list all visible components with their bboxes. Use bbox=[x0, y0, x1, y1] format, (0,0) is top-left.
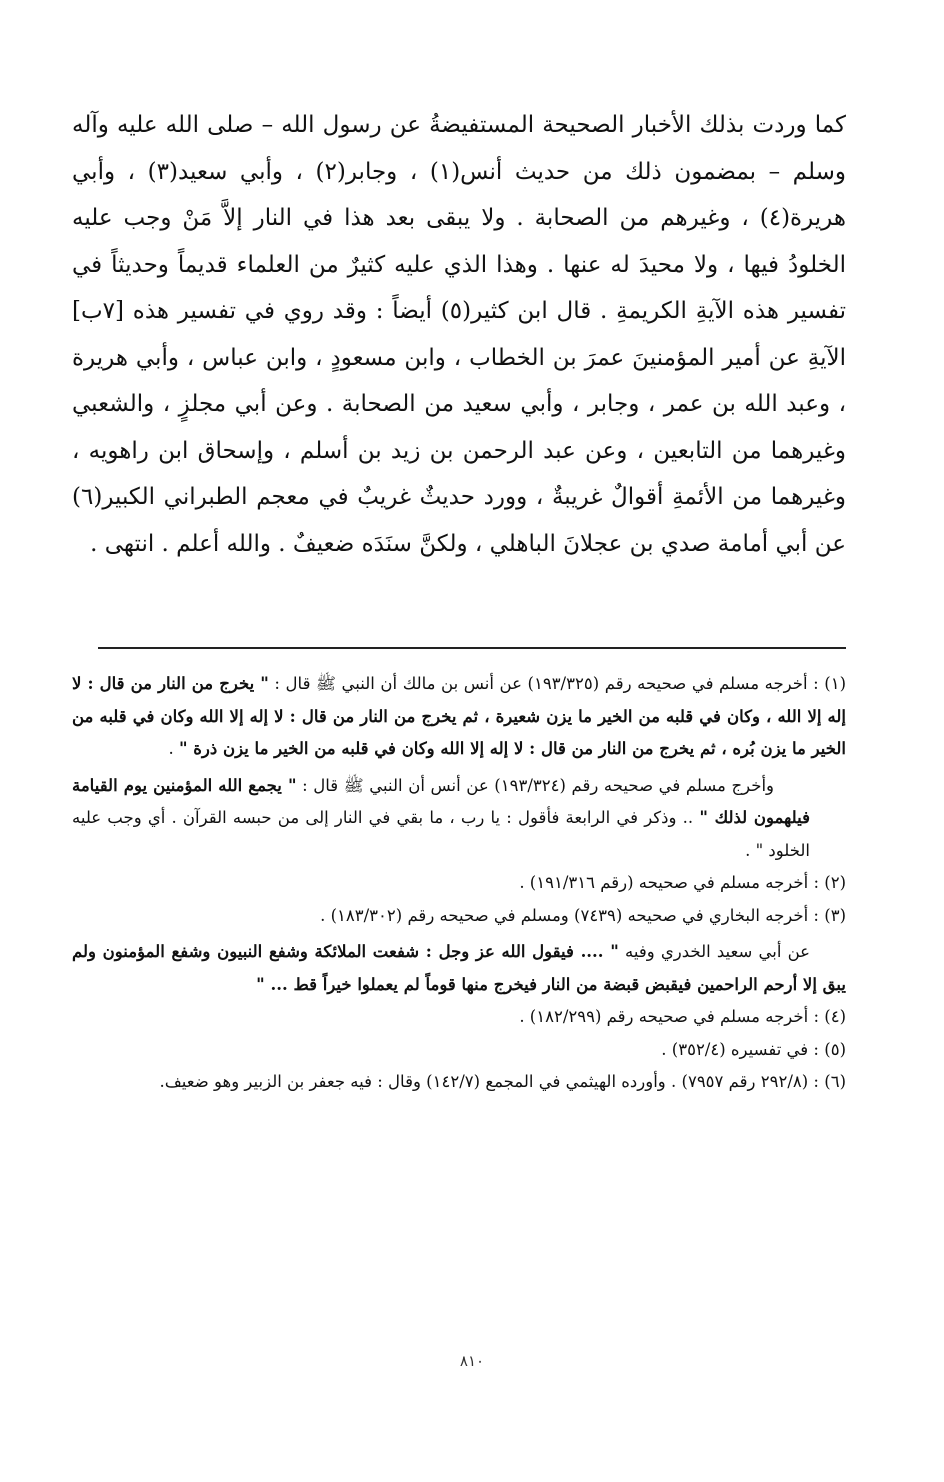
footnote-1-second-end: .. وذكر في الرابعة فأقول : يا رب ، ما بقي في النار إلى من حبسه القرآن . أي وجب عليه الخلود " . bbox=[72, 808, 810, 860]
footnote-1-end: . bbox=[168, 739, 179, 758]
footnote-1-hadith: " يخرج من النار من قال : لا إله إلا الله ، وكان في قلبه من الخير ما يزن شعيرة ، ثم يخرج من النار من قال : لا إله إلا الله وكان في قلبه من الخير ما يزن بُره ، ثم يخرج من النار من قال : لا إله إلا الله وكان في قلبه من الخير ما يزن ذرة " bbox=[72, 674, 846, 758]
footnote-6: (٦) : (٢٩٢/٨ رقم ٧٩٥٧) . وأورده الهيثمي في المجمع (١٤٢/٧) وقال : فيه جعفر بن الزبير وهو ضعيف. bbox=[159, 1072, 846, 1091]
footnote-3-hadith: " .... فيقول الله عز وجل : شفعت الملائكة وشفع النبيون وشفع المؤمنون ولم يبق إلا أرحم الراحمين فيقبض قبضة من النار فيخرج منها قوماً لم يعملوا خيراً قط ... " bbox=[72, 942, 846, 994]
footnote-separator bbox=[98, 647, 846, 649]
footnote-3-ref: عن أبي سعيد الخدري وفيه bbox=[618, 942, 810, 961]
footnote-1-second-ref: وأخرج مسلم في صحيحه رقم (١٩٣/٣٢٤) عن أنس أن النبي ﷺ قال : bbox=[296, 775, 774, 795]
footnote-1-intro: (١) : bbox=[813, 674, 847, 693]
footnote-1-continuation bbox=[72, 770, 846, 868]
main-paragraph: كما وردت بذلك الأخبار الصحيحة المستفيضةُ عن رسول الله – صلى الله عليه وآله وسلم – بمضمون ذلك من حديث أنس(١) ، وجابر(٢) ، وأبي سعيد(٣) ، وأبي هريرة(٤) ، وغيرهم من الصحابة . ولا يبقى بعد هذا في النار إلاَّ مَنْ وجب عليه الخلودُ فيها ، ولا محيدَ له عنها . وهذا الذي عليه كثيرٌ من العلماء قديماً وحديثاً في تفسير هذه الآيةِ الكريمةِ . قال ابن كثير(٥) أيضاً : وقد روي في تفسير هذه [٧ب] الآيةِ عن أمير المؤمنينَ عمرَ بن الخطاب ، وابن مسعودٍ ، وابن عباس ، وأبي هريرة ، وعبد الله بن عمر ، وجابر ، وأبي سعيد من الصحابة . وعن أبي مجلزٍ ، والشعبي وغيرهما من التابعين ، وعن عبد الرحمن بن زيد بن أسلم ، وإسحاق ابن راهويه ، وغيرهما من الأئمةِ أقوالٌ غريبةٌ ، وورد حديثٌ غريبٌ في معجم الطبراني الكبير(٦) عن أبي أمامة صدي بن عجلانَ الباهلي ، ولكنَّ سنَدَه ضعيفٌ . والله أعلم . انتهى . bbox=[72, 112, 847, 557]
footnote-3: (٣) : أخرجه البخاري في صحيحه (٧٤٣٩) ومسلم في صحيحه رقم (١٨٣/٣٠٢) . bbox=[320, 905, 846, 925]
footnote-1 bbox=[72, 668, 846, 766]
main-text bbox=[72, 102, 846, 567]
footnote-5: (٥) : في تفسيره (٣٥٢/٤) . bbox=[661, 1039, 846, 1059]
footnotes bbox=[72, 668, 846, 1099]
footnote-4: (٤) : أخرجه مسلم في صحيحه رقم (١٨٢/٢٩٩) . bbox=[519, 1007, 846, 1026]
footnote-1-text: أخرجه مسلم في صحيحه رقم (١٩٣/٣٢٥) عن أنس بن مالك أن النبي ﷺ قال : bbox=[268, 674, 808, 693]
footnote-3-continuation bbox=[72, 936, 846, 1001]
footnote-1-second-hadith: " يجمع الله المؤمنين يوم القيامة فيلهمون لذلك " bbox=[72, 775, 810, 827]
page-number: ٨١٠ bbox=[459, 1352, 485, 1370]
footnote-2: (٢) : أخرجه مسلم في صحيحه (رقم ١٩١/٣١٦) . bbox=[519, 873, 846, 892]
